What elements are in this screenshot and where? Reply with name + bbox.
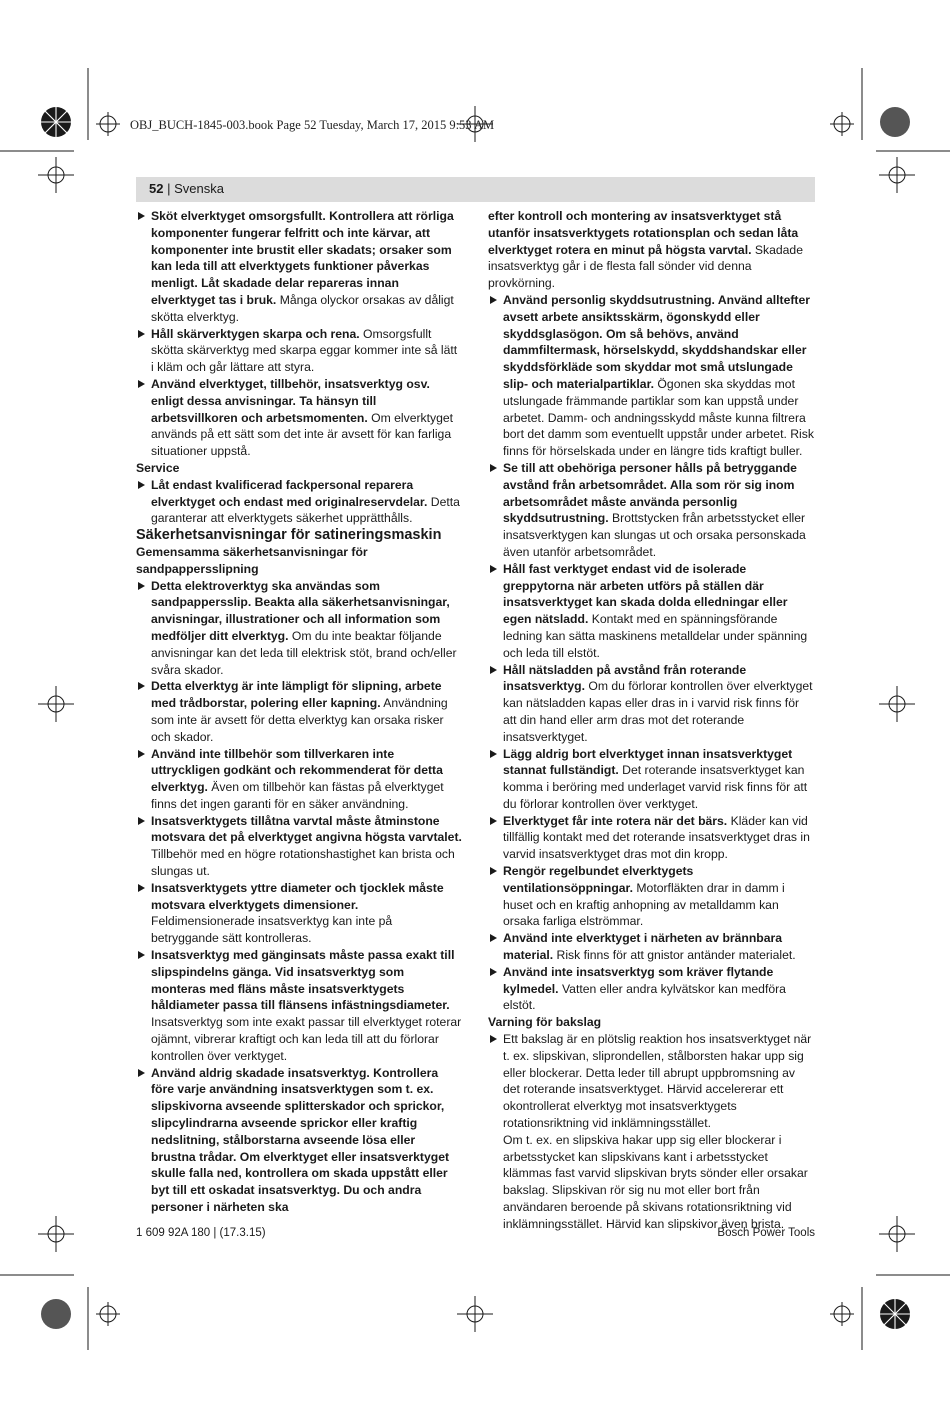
bullet-bold: Elverktyget får inte rotera när det bärs. [503, 813, 728, 828]
bullet-text: Risk finns för att gnistor antänder materialet. [553, 948, 796, 963]
bullet-bold: Använd aldrig skadade insatsverktyg. Kontrollera före varje användning insatsverktygen som t. ex. slipskivorna avseende splitterskador och sprickor, slipcylindrarna avseende sprickor eller kraftig nedslitning, stålborstarna avseende lösa eller brustna trådar. Om elverktyget eller insatsverktyget skulle falla ned, kontrollera om skada uppstått eller byt till ett oskadat insatsverktyg. Du och andra personer i närheten ska [151, 1065, 450, 1215]
bullet-text: Även om tillbehör kan fästas på elverktyget finns det ingen garanti för en säker användning. [151, 780, 444, 811]
bullet-bold: Håll skärverktygen skarpa och rena. [151, 326, 360, 341]
bullet-text: Insatsverktyg som inte exakt passar till elverktyget roterar ojämnt, vibrerar kraftigt och kan leda till att du förlorar kontrollen över verktyget. [151, 1015, 462, 1063]
crosshair-bottom-left-inner [96, 1302, 120, 1326]
bullet-text: Om du inte beaktar följande anvisningar kan det leda till elektrisk stöt, brand och/eller svåra skador. [151, 628, 457, 677]
bullet-item [488, 930, 815, 964]
bullet-item [136, 678, 462, 745]
crosshair-right-middle [879, 686, 915, 722]
bullet-bold: Detta elektroverktyg ska användas som sandpappersslip. Beakta alla säkerhetsanvisningar, anvisningar, illustrationer och all information som medföljer ditt elverktyg. [151, 578, 450, 643]
bullet-continuation: Om t. ex. en slipskiva hakar upp sig eller blockerar i arbetsstycket kan slipskivans kant i arbetsstycket klämmas fast varvid slipskivan bryts sönder eller orsakar bakslag. Slipskivan rör sig nu mot eller bort från användaren beroende på skivans rotationsriktning vid inklämningsstället. Härvid kan slipskivor även brista. [503, 1132, 808, 1231]
footer-doc-code: 1 609 92A 180 | (17.3.15) [136, 1227, 266, 1239]
bullet-text: Om du förlorar kontrollen över elverktyget kan nätsladden kapas eller dras in i varvid risk finns för att din hand eller arm dras mot det roterande insatsverktyget. [503, 679, 813, 744]
continued-bold: efter kontroll och montering av insatsverktyget stå utanför insatsverktygets rotationsplan och sedan låta elverktyget rotera en minut på högsta varvtal. [488, 209, 799, 257]
bullet-bold: Håll fast verktyget endast vid de isolerade greppytorna när arbeten utförs på ställen där insatsverktyget kan skada dolda elledningar eller egen nätsladd. [503, 561, 788, 627]
bullet-text: Feldimensionerade insatsverktyg kan inte på betryggande sätt kontrolleras. [151, 914, 393, 946]
bullet-bold: Använd inte insatsverktyg som kräver flytande kylmedel. [503, 964, 774, 996]
bullet-item [136, 813, 462, 880]
bullet-item [488, 292, 815, 460]
bullet-text: Brottstycken från arbetsstycket eller insatsverktygen kan slungas ut och orsaka personskada även utanför arbetsområdet. [503, 511, 806, 559]
bullet-bold: Använd inte elverktyget i närheten av brännbara material. [503, 931, 783, 963]
bullet-item [136, 477, 462, 527]
bullet-text: Vatten eller andra kylvätskor kan medföra elstöt. [503, 981, 786, 1013]
crosshair-top-right-inner [830, 112, 854, 136]
continued-text: Skadade insatsverktyg går i de flesta fall sönder vid denna provkörning. [488, 242, 803, 291]
bullet-bold: Detta elverktyg är inte lämpligt för slipning, arbete med trådborstar, polering eller kapning. [151, 679, 442, 711]
registration-disc-bottom-right [880, 1299, 910, 1329]
bullet-item: Ett bakslag är en plötslig reaktion hos insatsverktyget när t. ex. slipskivan, sliprondellen, stålborsten hakar upp sig eller blockerar. Detta leder till abrupt uppbromsning av det roterande insatsverktyget. Härvid accelererar ett okontrollerat elverktyg mot insatsverktygets rotationsriktning vid inklämningsstället. [488, 1031, 815, 1132]
bullet-bold: Låt endast kvalificerad fackpersonal reparera elverktyget och endast med originalreservdelar. [151, 477, 428, 509]
bullet-text: Motorfläkten drar in damm i huset och en kraftig anhopning av metalldamm kan orsaka farliga elströmmar. [503, 880, 785, 929]
bullet-item [488, 813, 815, 863]
bullet-text: Tillbehör med en högre rotationshastighet kan brista och slungas ut. [151, 847, 455, 879]
bullet-text: Många olyckor orsakas av dåligt skötta elverktyg. [151, 292, 454, 324]
bullet-text: Det roterande insatsverktyget kan komma i beröring med underlaget varvid risk finns för att du förlorar kontrollen över verktyget. [503, 763, 808, 811]
bullet-item [136, 578, 462, 679]
bullet-item [488, 863, 815, 930]
right-column [488, 208, 815, 1233]
bullet-item [136, 376, 462, 460]
page-header [149, 181, 224, 196]
bullet-bold: Använd elverktyget, tillbehör, insatsverktyg osv. enligt dessa anvisningar. Ta hänsyn till arbetsvillkoren och arbetsmomenten. [151, 376, 430, 425]
crosshair-left-top [38, 157, 74, 193]
bullet-text: Om elverktyget används på ett sätt som det inte är avsett för kan farliga situationer uppstå. [151, 410, 454, 459]
header-separator: | [167, 181, 171, 196]
bullet-bold: Rengör regelbundet elverktygets ventilationsöppningar. [503, 864, 694, 895]
bullet-bold: Insatsverktygets tillåtna varvtal måste åtminstone motsvara det på elverktyget angivna högsta varvtalet. [151, 813, 462, 845]
bullet-item [488, 662, 815, 746]
bullet-text: Ögonen ska skyddas mot utslungade främmande partiklar som kan uppstå under arbetet. Damm- och andningsskydd måste kunna filtrera bort det damm som eventuellt uppstår under arbetet. Risk finns för hörselskada under en längre tids kraftigt buller. [503, 376, 814, 459]
registration-disc-bottom-left [41, 1299, 71, 1329]
sub-heading: Gemensamma säkerhetsanvisningar för sandpappersslipning [136, 544, 368, 576]
section-heading: Säkerhetsanvisningar för satineringsmaskin [136, 527, 442, 544]
bullet-text: Detta garanterar att elverktygets säkerhet upprätthålls. [151, 494, 460, 526]
bullet-bold: Insatsverktygets yttre diameter och tjocklek måste motsvara elverktygets dimensioner. [151, 880, 444, 912]
continued-paragraph [488, 208, 815, 292]
bullet-bold: Sköt elverktyget omsorgsfullt. Kontrollera att rörliga komponenter fungerar felfritt och inte kärvar, att komponenter inte brustit eller skadats; orsaker som kan leda till att elverktygets funktioner påverkas menligt. Låt skadade delar repareras innan elverktyget tas i bruk. [151, 209, 454, 307]
bullet-item [136, 326, 462, 376]
crosshair-right-top [879, 157, 915, 193]
footer-brand: Bosch Power Tools [717, 1227, 815, 1239]
crosshair-bottom-center [457, 1296, 493, 1332]
bullet-bold: Insatsverktyg med gänginsats måste passa exakt till slipspindelns gänga. Vid insatsverktyg som monteras med fläns måste insatsverktygets håldiameter passa till flänsens infästningsdiameter. [151, 948, 455, 1013]
crosshair-right-bottom [879, 1216, 915, 1252]
bullet-bold: Se till att obehöriga personer hålls på betryggande avstånd från arbetsområdet. Alla som rör sig inom arbetsområdet måste använda personlig skyddsutrustning. [503, 460, 797, 526]
bullet-text: Kläder kan vid tillfällig kontakt med det roterande insatsverktyget dras in varvid insatsverktyget dras mot din kropp. [503, 813, 810, 862]
bullet-bold: Lägg aldrig bort elverktyget innan insatsverktyget stannat fullständigt. [503, 746, 793, 778]
crosshair-top-left-inner [96, 112, 120, 136]
service-heading: Service [136, 460, 180, 475]
book-file-info: OBJ_BUCH-1845-003.book Page 52 Tuesday, March 17, 2015 9:53 AM [130, 118, 495, 132]
bullet-item [488, 460, 815, 561]
warning-heading: Varning för bakslag [488, 1015, 602, 1030]
bullet-item [488, 746, 815, 813]
bullet-item [136, 208, 462, 326]
bullet-text: Kontakt med en spänningsförande ledning kan sätta maskinens metalldelar under spänning och leda till elstöt. [503, 612, 808, 660]
registration-disc-top-right [880, 107, 910, 137]
bullet-bold: Håll nätsladden på avstånd från roterande insatsverktyg. [503, 662, 747, 694]
bullet-item [136, 1065, 462, 1216]
bullet-text: Användning som inte är avsett för detta elverktyg kan orsaka risker och skador. [151, 696, 448, 744]
bullet-item [136, 746, 462, 813]
crosshair-bottom-right-inner [830, 1302, 854, 1326]
registration-disc-top-left [41, 107, 71, 137]
page-header-band [136, 177, 815, 202]
crosshair-left-middle [38, 686, 74, 722]
crosshair-left-bottom [38, 1216, 74, 1252]
bullet-text: Omsorgsfullt skötta skärverktyg med skarpa eggar kommer inte så lätt i kläm och går lättare att styra. [151, 326, 458, 375]
bullet-bold: Använd inte tillbehör som tillverkaren inte uttryckligen godkänt och rekommenderat för detta elverktyg. [151, 746, 443, 795]
bullet-item [488, 561, 815, 662]
bullet-bold: Använd personlig skyddsutrustning. Använd alltefter avsett arbete ansiktsskärm, ögonskydd eller skyddsglasögon. Om så behövs, använd dammfiltermask, hörselskydd, skyddshandskar eller skyddsförkläde som skyddar mot små utslungade slip- och materialpartiklar. [503, 292, 810, 391]
left-column [136, 208, 462, 1216]
header-language: Svenska [174, 181, 224, 196]
bullet-item [136, 880, 462, 947]
bullet-item [488, 964, 815, 1014]
bullet-item [136, 947, 462, 1065]
page-number: 52 [149, 181, 164, 196]
